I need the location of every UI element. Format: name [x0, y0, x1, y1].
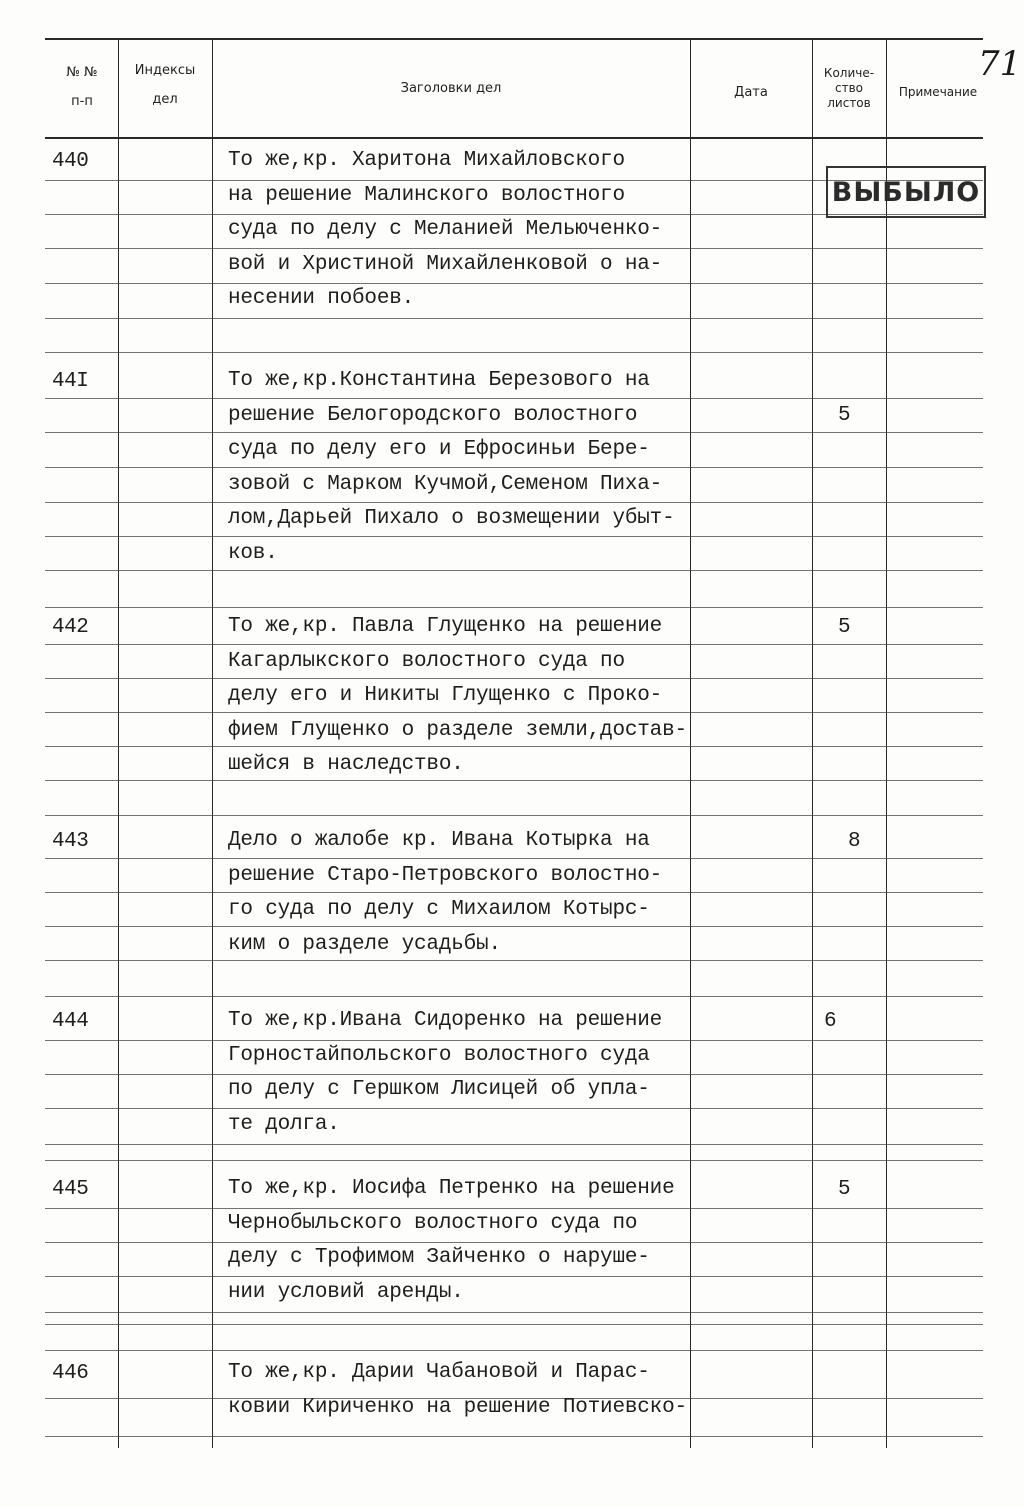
- ruled-line: [45, 1312, 983, 1313]
- entry-title: То же,кр. Харитона Михайловского на решение Малинского волостного суда по делу с Меланией Мельюченко- вой и Христиной Михайленковой о на- несении побоев.: [228, 149, 663, 311]
- entry-number: 442: [52, 616, 89, 639]
- column-divider: [212, 38, 213, 1448]
- ruled-line: [45, 1436, 983, 1437]
- column-divider: [118, 38, 119, 1448]
- header-title: Заголовки дел: [400, 81, 502, 96]
- entry-title: То же,кр. Иосифа Петренко на решение Чернобыльского волостного суда по делу с Трофимом Зайченко о наруше- нии условий аренды.: [228, 1177, 675, 1304]
- entry-number: 44I: [52, 370, 89, 393]
- ruled-line: [45, 996, 983, 997]
- page-number: 71: [978, 44, 1022, 84]
- entry-title: То же,кр. Павла Глущенко на решение Кагарлыкского волостного суда по делу его и Никиты Глущенко с Проко- фием Глущенко о разделе земли,достав- шейся в наследство.: [228, 615, 687, 777]
- ruled-line: [45, 1350, 983, 1351]
- header-date: Дата: [734, 85, 768, 100]
- ruled-line: [45, 352, 983, 353]
- header-count: Количе- ство листов: [823, 66, 875, 110]
- ruled-line: [45, 815, 983, 816]
- entry-title: То же,кр.Константина Березового на решение Белогородского волостного суда по делу его и Ефросиньи Бере- зовой с Марком Кучмой,Семеном Пиха- лом,Дарьей Пихало о возмещении убыт- ков.: [228, 369, 675, 565]
- header-bottom-border: [45, 137, 983, 139]
- withdrawn-stamp: ВЫБЫЛО: [826, 166, 986, 218]
- entry-number: 444: [52, 1010, 89, 1033]
- sheet-count: 5: [838, 1178, 851, 1201]
- entry-number: 445: [52, 1178, 89, 1201]
- sheet-count: 5: [838, 616, 851, 639]
- column-divider: [886, 38, 887, 1448]
- entry-number: 443: [52, 830, 89, 853]
- entry-number: 446: [52, 1362, 89, 1385]
- header-index: Индексы дел: [134, 63, 196, 107]
- entry-title: То же,кр.Ивана Сидоренко на решение Горностайпольского волостного суда по делу с Гершком Лисицей об упла- те долга.: [228, 1009, 663, 1136]
- table-top-border: [45, 38, 983, 40]
- entry-number: 440: [52, 150, 89, 173]
- sheet-count: 8: [848, 830, 861, 853]
- entry-title: То же,кр. Дарии Чабановой и Парас- ковии Кириченко на решение Потиевско-: [228, 1361, 687, 1419]
- ruled-line: [45, 318, 983, 319]
- header-number: № № п-п: [66, 65, 98, 109]
- sheet-count: 6: [824, 1010, 837, 1033]
- ruled-line: [45, 1144, 983, 1145]
- sheet-count: 5: [838, 404, 851, 427]
- column-divider: [812, 38, 813, 1448]
- ruled-line: [45, 1324, 983, 1325]
- ruled-line: [45, 1160, 983, 1161]
- ruled-line: [45, 607, 983, 608]
- header-note: Примечание: [898, 85, 978, 99]
- entry-title: Дело о жалобе кр. Ивана Котырка на решение Старо-Петровского волостно- го суда по делу с Михаилом Котырс- ким о разделе усадьбы.: [228, 829, 663, 956]
